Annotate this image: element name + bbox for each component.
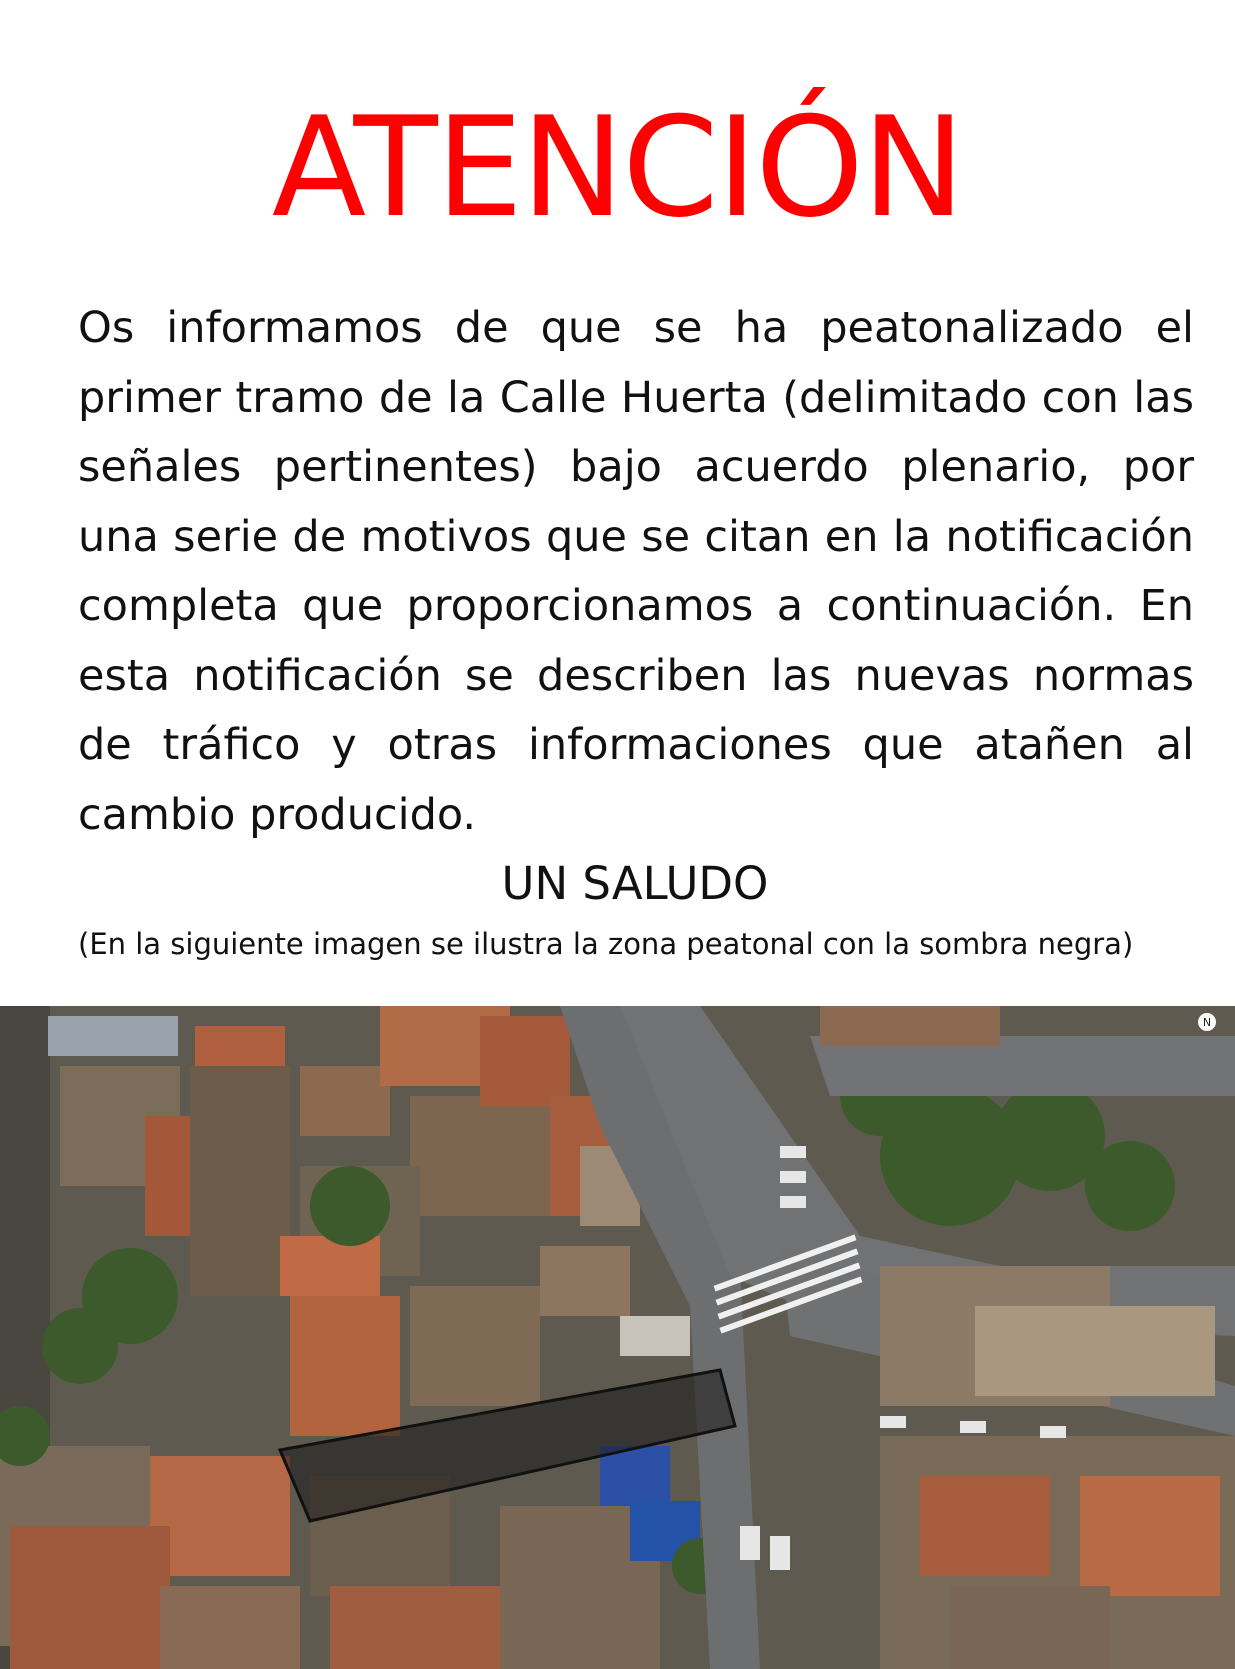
compass-icon — [1198, 1013, 1216, 1031]
image-caption: (En la siguiente imagen se ilustra la zona peatonal con la sombra negra) — [78, 927, 1134, 961]
page-title: ATENCIÓN — [271, 87, 964, 248]
aerial-map-drawing — [0, 1006, 1235, 1669]
greeting: UN SALUDO — [501, 857, 769, 910]
compass-label: N — [1202, 1016, 1212, 1029]
notice-body: Os informamos de que se ha peatonalizado el primer tramo de la Calle Huerta (delimitado con las señales pertinentes) bajo acuerdo plenario, por una serie de motivos que se citan en la notificación completa que proporcionamos a continuación. En esta notificación se describen las nuevas normas de tráfico y otras informaciones que atañen al cambio producido. — [78, 303, 1194, 840]
aerial-map — [0, 1006, 1235, 1669]
